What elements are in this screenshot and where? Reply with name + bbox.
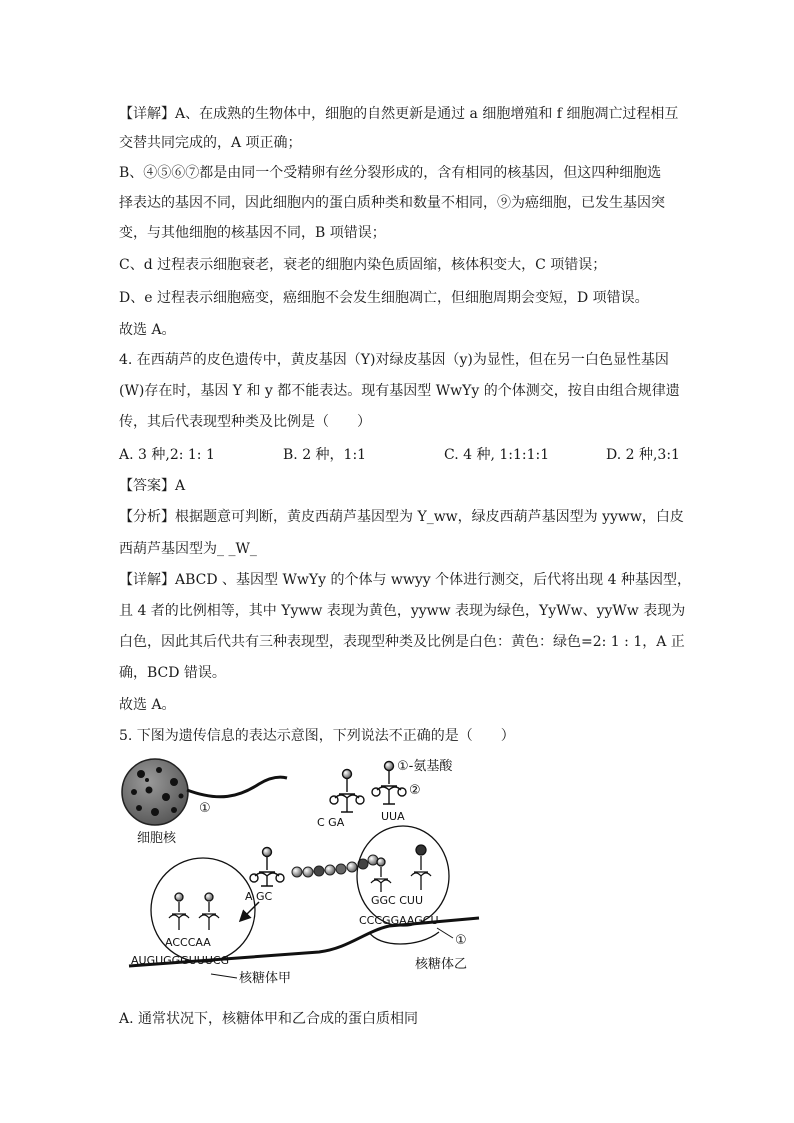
ribosome-yi-lower-outline [369,932,439,944]
q5-stem: 5. 下图为遗传信息的表达示意图，下列说法不正确的是（ ） [119,728,515,744]
ribosome-jia-label: 核糖体甲 [239,971,292,986]
trna-molecule-1 [330,770,364,813]
q4-option-c: C. 4 种, 1:1:1:1 [444,447,550,463]
circle-1b-label: ① [455,933,467,948]
nucleus-shape [122,759,188,825]
trna-2-anticodon: UUA [381,810,405,823]
ribosome-yi-outline [357,826,449,926]
ribosome-jia-codons: ACCCAA [165,936,211,949]
q4-detail-line-3: 白色，因此其后代共有三种表现型，表现型种类及比例是白色：黄色：绿色=2: 1 : 1，A 正 [119,634,685,650]
q4-detail-line-2: 且 4 者的比例相等，其中 Yyww 表现为黄色，yyww 表现为绿色，YyWw、yyWw 表现为 [119,603,686,619]
mrna-right-sequence: CCCGGAAGCU [359,914,439,927]
q5-option-a: A. 通常状况下，核糖体甲和乙合成的蛋白质相同 [119,1011,419,1027]
q4-answer: 【答案】A [119,478,186,494]
amino-acid-label: ①-氨基酸 [397,759,453,774]
q4-stem-line-2: (W)存在时，基因 Y 和 y 都不能表达。现有基因型 WwYy 的个体测交，按自由组合规律遗 [119,383,680,399]
ribosome-yi-trnas [371,845,431,892]
q4-detail-line-1: 【详解】ABCD 、基因型 WwYy 的个体与 wwyy 个体进行测交，后代将出现 4 种基因型， [119,572,691,588]
mrna-strand-leaving-nucleus [187,777,287,797]
detail-line-1: 【详解】A、在成熟的生物体中，细胞的自然更新是通过 a 细胞增殖和 f 细胞凋亡过程相互 [119,106,679,122]
q4-stem-line-3: 传，其后代表现型种类及比例是（ ） [119,414,371,430]
trna-3-anticodon: A GC [245,890,273,903]
circle-2-label: ② [409,783,421,798]
trna-molecule-3 [250,848,284,887]
q4-option-d: D. 2 种,3:1 [606,447,680,463]
detail-line-4: 择表达的基因不同，因此细胞内的蛋白质种类和数量不相同，⑨为癌细胞，已发生基因突 [119,195,665,211]
circle-1-label: ① [199,801,211,816]
detail-line-6: C、d 过程表示细胞衰老，衰老的细胞内染色质固缩，核体积变大，C 项错误； [119,257,607,273]
gene-expression-diagram [119,752,489,992]
ribosome-yi-label: 核糖体乙 [415,957,468,972]
detail-line-2: 交替共同完成的，A 项正确； [119,135,302,151]
ribosome-jia-leader [211,974,237,978]
q4-analysis-line-2: 西葫芦基因型为_ _W_ [119,541,257,557]
trna-1-anticodon: C GA [317,816,345,829]
polypeptide-chain [292,855,378,877]
detail-line-5: 变，与其他细胞的核基因不同，B 项错误； [119,225,386,241]
arrow-to-ribosome-jia [241,902,259,920]
q4-option-b: B. 2 种，1:1 [283,447,367,463]
q4-stem-line-1: 4. 在西葫芦的皮色遗传中，黄皮基因（Y)对绿皮基因（y)为显性，但在另一白色显性基因 [119,352,669,368]
q4-conclusion: 故选 A。 [119,697,176,713]
nucleus-label: 细胞核 [137,831,177,846]
mrna-left-sequence: AUGUGGGUUUCG [131,954,230,967]
ribosome-yi-codons: GGC CUU [371,894,424,907]
detail-line-7: D、e 过程表示细胞癌变，癌细胞不会发生细胞凋亡，但细胞周期会变短，D 项错误。 [119,290,649,306]
detail-line-3: B、④⑤⑥⑦都是由同一个受精卵有丝分裂形成的，含有相同的核基因，但这四种细胞选 [119,165,662,181]
q4-analysis-line-1: 【分析】根据题意可判断，黄皮西葫芦基因型为 Y_ww，绿皮西葫芦基因型为 yyww，白皮 [119,509,684,525]
ribosome-jia-trnas [169,893,219,930]
q4-option-a: A. 3 种,2: 1: 1 [119,447,215,463]
q4-detail-line-4: 确，BCD 错误。 [119,665,226,681]
circle-1b-leader [437,928,453,938]
conclusion-line: 故选 A。 [119,322,176,338]
